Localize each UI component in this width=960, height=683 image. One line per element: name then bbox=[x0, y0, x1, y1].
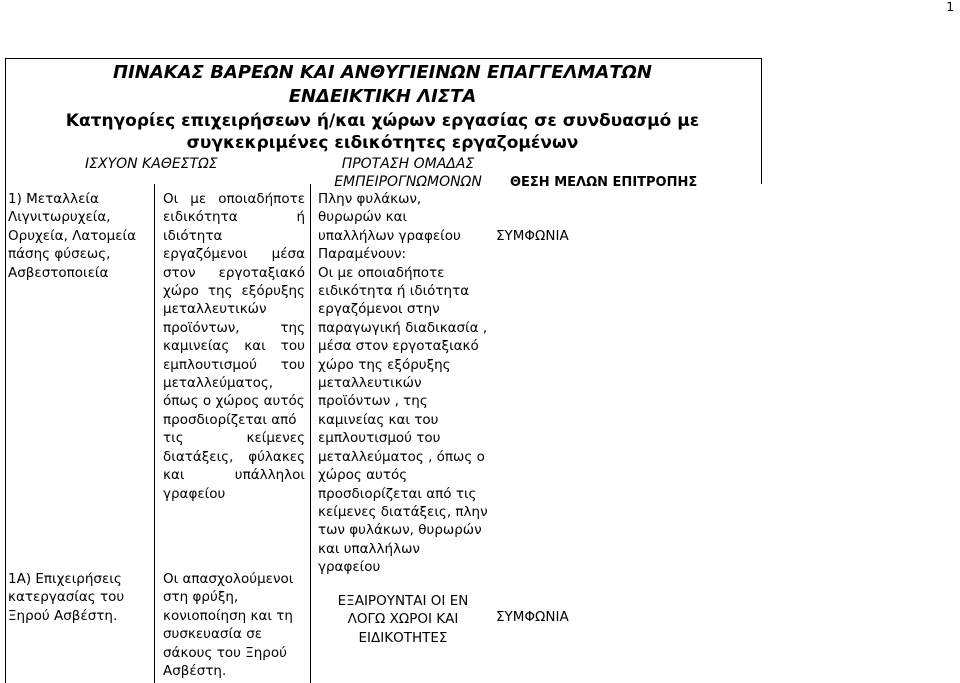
header-current-regime: ΙΣΧΥΟΝ ΚΑΘΕΣΤΩΣ bbox=[85, 156, 218, 172]
cell-line: των φυλάκων, θυρωρών bbox=[318, 522, 482, 539]
header-proposal-line-1: ΠΡΟΤΑΣΗ ΟΜΑΔΑΣ bbox=[341, 156, 475, 172]
cell-line: θυρωρών και bbox=[318, 209, 408, 226]
cell-line: κονιοποίηση και τη bbox=[163, 607, 293, 624]
cell-line: προσδιορίζεται από bbox=[163, 411, 297, 428]
cell-line: χώρος αυτός bbox=[318, 467, 408, 484]
cell-line: εμπλουτισμού του bbox=[163, 356, 305, 373]
title-subtitle bbox=[0, 110, 765, 154]
cell-line: όπως ο χώρος αυτός bbox=[163, 393, 305, 410]
row-1-committee-position: ΣΥΜΦΩΝΙΑ bbox=[496, 228, 569, 244]
cell-line: γραφείου bbox=[163, 485, 226, 502]
row-2-category bbox=[8, 570, 151, 625]
cell-line: κατεργασίας του bbox=[8, 589, 125, 606]
cell-line: υπαλλήλων γραφείου bbox=[318, 227, 461, 244]
cell-line: 1) Μεταλλεία bbox=[8, 191, 99, 207]
cell-line: ειδικότητα ή ιδιότητα bbox=[318, 283, 470, 300]
cell-line: στη φρύξη, bbox=[163, 589, 239, 606]
header-expert-proposal bbox=[313, 155, 503, 191]
cell-line: εργαζόμενοι μέσα bbox=[163, 246, 305, 263]
title-line-2: ΕΝΔΕΙΚΤΙΚΗ ΛΙΣΤΑ bbox=[288, 86, 477, 107]
cell-line: γραφείου bbox=[318, 559, 381, 576]
header-committee-position: ΘΕΣΗ ΜΕΛΩΝ ΕΠΙΤΡΟΠΗΣ bbox=[510, 175, 698, 190]
cell-line: Πλην φυλάκων, bbox=[318, 191, 422, 207]
cell-line: ΛΟΓΩ ΧΩΡΟΙ ΚΑΙ bbox=[347, 611, 459, 628]
cell-line: πάσης φύσεως, bbox=[8, 246, 111, 263]
title-line-4: συγκεκριμένες ειδικότητες εργαζομένων bbox=[186, 133, 579, 153]
cell-line: ΕΞΑΙΡΟΥΝΤΑΙ ΟΙ ΕΝ bbox=[337, 593, 469, 609]
cell-line: Οι με οποιαδήποτε bbox=[163, 191, 305, 207]
cell-line: χώρο της εξόρυξης bbox=[318, 356, 451, 373]
cell-line: προσδιορίζεται από τις bbox=[318, 485, 477, 502]
row-1-category bbox=[8, 190, 151, 282]
cell-line: και υπάλληλοι bbox=[163, 467, 305, 484]
cell-line: κείμενες διατάξεις, πλην bbox=[318, 503, 488, 520]
title-line-1: ΠΙΝΑΚΑΣ ΒΑΡΕΩΝ ΚΑΙ ΑΝΘΥΓΙΕΙΝΩΝ ΕΠΑΓΓΕΛΜΑΤΩΝ bbox=[113, 62, 652, 83]
header-proposal-line-2: ΕΜΠΕΙΡΟΓΝΩΜΟΝΩΝ bbox=[334, 174, 482, 190]
column-divider-1 bbox=[154, 184, 155, 683]
cell-line: Ορυχεία, Λατομεία bbox=[8, 227, 137, 244]
cell-line: Λιγνιτωρυχεία, bbox=[8, 209, 111, 226]
column-divider-2 bbox=[310, 184, 311, 683]
row-1-expert-proposal bbox=[318, 190, 503, 577]
cell-line: ΕΙΔΙΚΟΤΗΤΕΣ bbox=[358, 629, 448, 646]
cell-line: εργαζόμενοι στην bbox=[318, 301, 440, 318]
cell-line: προϊόντων, της bbox=[163, 319, 305, 336]
cell-line: Οι με οποιαδήποτε bbox=[318, 264, 445, 281]
cell-line: Παραμένουν: bbox=[318, 246, 407, 263]
cell-line: μεταλλεύματος , όπως ο bbox=[318, 448, 485, 465]
cell-line: Οι απασχολούμενοι bbox=[163, 571, 294, 587]
cell-line: παραγωγική διαδικασία , bbox=[318, 319, 488, 336]
cell-line: ειδικότητα ή ιδιότητα bbox=[163, 209, 305, 244]
cell-line: Ασβεστοποιεία bbox=[8, 264, 109, 281]
cell-line: μεταλλευτικών bbox=[163, 301, 267, 318]
cell-line: στον εργοταξιακό bbox=[163, 264, 305, 281]
cell-line: διατάξεις, φύλακες bbox=[163, 448, 305, 465]
cell-line: τις κείμενες bbox=[163, 430, 305, 447]
cell-line: καμινείας και του bbox=[318, 411, 439, 428]
cell-line: 1Α) Επιχειρήσεις bbox=[8, 571, 122, 587]
cell-line: προϊόντων , της bbox=[318, 393, 428, 410]
cell-line: καμινείας και του bbox=[163, 338, 305, 355]
cell-line: Ασβέστη. bbox=[163, 663, 227, 680]
cell-line: και υπαλλήλων bbox=[318, 540, 420, 557]
cell-line: Ξηρού Ασβέστη. bbox=[8, 607, 118, 624]
frame-top-border bbox=[5, 58, 762, 59]
cell-line: συσκευασία σε bbox=[163, 626, 263, 643]
row-2-expert-proposal bbox=[313, 592, 493, 647]
cell-line: μεταλλεύματος, bbox=[163, 375, 274, 392]
cell-line: σάκους του Ξηρού bbox=[163, 644, 287, 661]
title-line-3: Κατηγορίες επιχειρήσεων ή/και χώρων εργασίας σε συνδυασμό με bbox=[65, 111, 700, 131]
cell-line: μεταλλευτικών bbox=[318, 375, 422, 392]
page-number: 1 bbox=[946, 0, 954, 14]
row-1-current-regime bbox=[163, 190, 305, 503]
row-2-committee-position: ΣΥΜΦΩΝΙΑ bbox=[496, 609, 569, 625]
cell-line: χώρο της εξόρυξης bbox=[163, 283, 305, 300]
row-2-current-regime bbox=[163, 570, 305, 680]
cell-line: εμπλουτισμού του bbox=[318, 430, 441, 447]
cell-line: μέσα στον εργοταξιακό bbox=[318, 338, 479, 355]
